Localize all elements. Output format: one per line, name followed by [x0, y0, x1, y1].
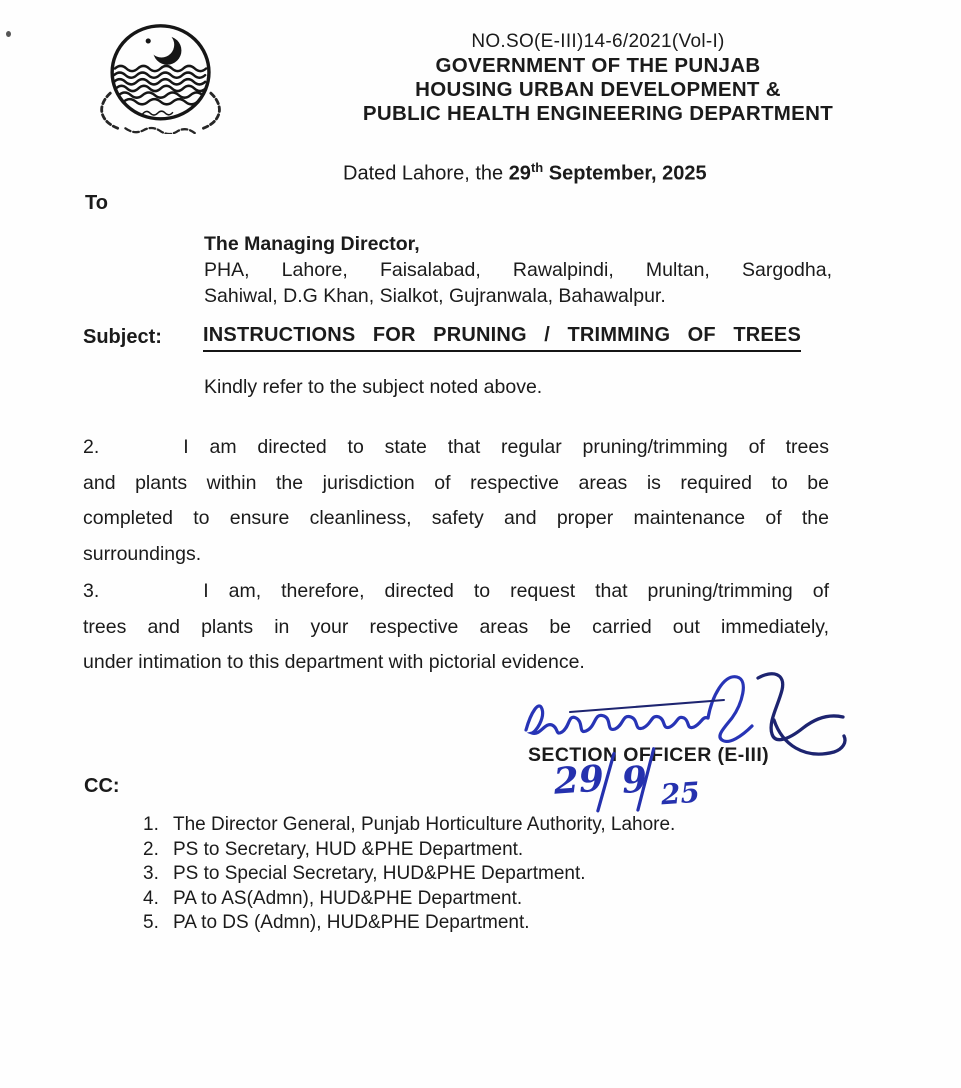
cc-item-4: [143, 887, 843, 912]
punjab-crest-logo: [84, 22, 239, 139]
addressee-line-2: Sahiwal, D.G Khan, Sialkot, Gujranwala, Bahawalpur.: [204, 285, 666, 307]
para2-line-3: completed to ensure cleanliness, safety and proper maintenance of the: [83, 507, 829, 530]
addressee-line-1: PHA, Lahore, Faisalabad, Rawalpindi, Multan, Sargodha,: [204, 259, 832, 281]
date-line: [343, 160, 707, 186]
handwritten-date: [548, 742, 727, 823]
letter-header: [318, 30, 878, 126]
paragraph-2: [83, 430, 829, 572]
handwritten-date-icon: [548, 742, 727, 818]
para2-line-4: surroundings.: [83, 542, 202, 565]
cc-item-4-number: 4.: [143, 887, 159, 909]
cc-item-3-text: PS to Special Secretary, HUD&PHE Department.: [173, 863, 586, 885]
cc-item-2-number: 2.: [143, 838, 159, 860]
cc-list: [143, 813, 843, 936]
cc-item-1-number: 1.: [143, 814, 159, 835]
cc-item-3-number: 3.: [143, 863, 159, 885]
cc-item-1-text: The Director General, Punjab Horticulture Authority, Lahore.: [173, 814, 676, 835]
org-name-line-1: GOVERNMENT OF THE PUNJAB: [435, 54, 761, 77]
date-day: 29: [508, 162, 531, 185]
to-label: To: [85, 192, 108, 214]
para3-line-1: 3. I am, therefore, directed to request that pruning/trimming of: [83, 580, 829, 602]
cc-item-2: [143, 838, 843, 863]
date-digit-29: 29: [552, 757, 606, 803]
para2-number: 2.: [83, 436, 100, 458]
para2-line-2: and plants within the jurisdiction of respective areas is required to be: [83, 471, 829, 494]
addressee-name: The Managing Director,: [204, 233, 420, 255]
org-name-line-3: PUBLIC HEALTH ENGINEERING DEPARTMENT: [362, 102, 834, 125]
reference-number: NO.SO(E-III)14-6/2021(Vol-I): [471, 31, 725, 52]
para3-line-2: trees and plants in your respective areas be carried out immediately,: [83, 615, 829, 638]
date-ordinal: th: [530, 160, 544, 175]
cc-item-4-text: PA to AS(Admn), HUD&PHE Department.: [173, 887, 523, 909]
addressee-block: [204, 231, 832, 309]
signatory-title: SECTION OFFICER (E-III): [528, 744, 770, 766]
date-digit-25: 25: [659, 775, 701, 812]
date-digit-9: 9: [620, 758, 649, 803]
org-name-line-2: HOUSING URBAN DEVELOPMENT &: [415, 78, 781, 101]
cc-item-5-text: PA to DS (Admn), HUD&PHE Department.: [173, 912, 530, 934]
date-prefix: Dated Lahore, the: [343, 162, 509, 185]
cc-item-3: [143, 862, 843, 887]
cc-item-2-text: PS to Secretary, HUD &PHE Department.: [173, 838, 524, 860]
paragraph-3: [83, 574, 829, 681]
para3-line-3: under intimation to this department with pictorial evidence.: [83, 651, 585, 674]
para3-number: 3.: [83, 580, 100, 602]
subject-text: INSTRUCTIONS FOR PRUNING / TRIMMING OF TREES: [203, 324, 801, 352]
scan-artifact-dot: [6, 31, 11, 37]
cc-item-5-number: 5.: [143, 912, 159, 934]
cc-label: CC:: [84, 775, 120, 797]
date-rest: September, 2025: [543, 162, 707, 185]
intro-line: Kindly refer to the subject noted above.: [204, 376, 543, 398]
para2-line-1: 2. I am directed to state that regular pruning/trimming of trees: [83, 436, 829, 458]
cc-item-5: [143, 911, 843, 936]
crest-icon: [84, 22, 239, 134]
subject-label: Subject:: [83, 326, 162, 348]
cc-item-1: [143, 813, 843, 838]
